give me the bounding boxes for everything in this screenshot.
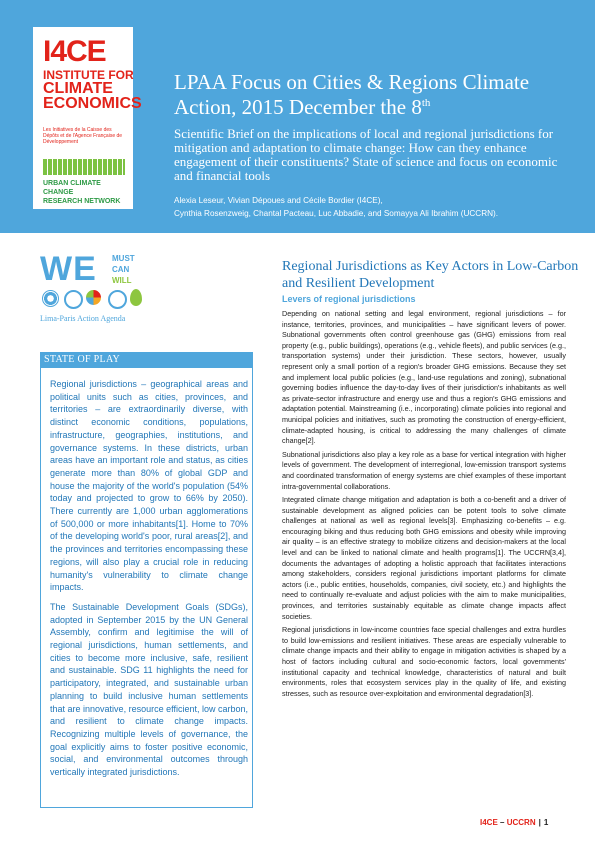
we-tagline	[112, 253, 135, 286]
i4ce-logo: I4CE	[43, 35, 106, 68]
header-banner	[0, 0, 595, 233]
institute-line3: ECONOMICS	[43, 95, 142, 112]
uccrn-line2: RESEARCH NETWORK	[43, 198, 121, 205]
section-title: Regional Jurisdictions as Key Actors in Low-Carbon and Resilient Development	[282, 259, 579, 291]
footer-dash: –	[497, 818, 507, 827]
institute-line2: CLIMATE	[43, 80, 113, 97]
body-paragraph-2: Subnational jurisdictions also play a key role as a base for vertical integration with higher levels of government. The development of interregional, low-emission transport systems and coordinated transformation of energy systems are chief examples of these important intra-governmental collaborations.	[282, 449, 566, 491]
state-of-play-text	[50, 378, 248, 786]
i4ce-uccrn-logo-panel	[33, 27, 142, 209]
authors-line1: Alexia Leseur, Vivian Dépoues and Cécile Bordier (I4CE),	[174, 196, 383, 205]
institute-line1: INSTITUTE FOR	[43, 68, 134, 82]
document-subtitle: Scientific Brief on the implications of local and regional jurisdictions for mitigation and adaptation to climate change: How can they enhance engagement of their constituents? State of science and focus on economic and financial tools	[174, 126, 558, 183]
state-of-play-paragraph-2: The Sustainable Development Goals (SDGs), adopted in September 2015 by the UN General Assembly, confirm and legitimise the will of regional jurisdictions, human settlements, and cities to become more inclusive, safe, resilient and sustainable. SDG 11 highlights the need for participatory, integrated, and sustainable urban planning to build inclusive human settlements that are innovative, resource efficient, low carbon, and resilient to climate change impacts. Recognizing multiple levels of governance, the goal explicitly aims to foster positive economic, social, and environmental outcomes through vertically integrated jurisdictions.	[50, 601, 248, 778]
page-number: 1	[543, 818, 549, 827]
lpaa-label: Lima-Paris Action Agenda	[40, 314, 126, 323]
institute-name	[43, 69, 142, 111]
body-paragraph-4: Regional jurisdictions in low-income countries face special challenges and extra hurdles to build low-emissions and resilient initiatives. These areas are especially vulnerable to climate change impacts and their ability to engage in mitigation activities is shaped by a host of factors including cultural and socio-economic factors, local governments' institutional capacity and technical knowledge, characteristics of natural and built environments, roles that ecosystem services play in the quality of life, and existing stresses, such as resource over-exploitation and environmental degradation[3].	[282, 625, 566, 698]
state-of-play-heading: STATE OF PLAY	[44, 354, 121, 365]
authors-line2: Cynthia Rosenzweig, Chantal Pacteau, Luc Abbadie, and Somayya Ali Ibrahim (UCCRN).	[174, 208, 499, 218]
we-can: CAN	[112, 265, 130, 274]
un-logo-icon	[64, 290, 83, 309]
france-logo-icon	[42, 290, 59, 307]
document-title	[174, 72, 574, 118]
title-superscript: th	[421, 97, 431, 109]
state-of-play-paragraph-1: Regional jurisdictions – geographical areas and political units such as cities, provinces, and territories – are extraordinarily diverse, with distinct economic conditions, populations, infrastructure, geographies, institutions, and governance systems. In these districts, urban areas have an important role and status, as cities generate more than 80% of global GDP and house the majority of the world's population (54% today and projected to grow to 66% by 2050). There currently are 1,000 urban agglomerations of 500,000 or more inhabitants[1]. Home to 70% of the developing world's poor, rural areas[2], and the provinces and territories encompassing these regions, will also play a crucial role in reducing humanity's vulnerability to climate change impacts.	[50, 379, 248, 593]
footer-separator: |	[538, 818, 541, 827]
uccrn-logo-text	[43, 179, 127, 206]
peru-logo-icon	[108, 290, 127, 309]
uccrn-skyline-icon	[43, 159, 125, 175]
footer-uccrn: UCCRN	[506, 818, 536, 827]
cop21-logo-icon	[86, 290, 101, 305]
uccrn-line1: URBAN CLIMATE CHANGE	[43, 180, 101, 196]
we-must: MUST	[112, 254, 135, 263]
section-subheading: Levers of regional jurisdictions	[282, 294, 416, 304]
page-footer	[480, 818, 548, 827]
main-body-text	[282, 309, 566, 702]
authors	[174, 195, 574, 220]
institute-tagline: Les Initiatives de la Caisse des Dépôts et de l'Agence Française de Développement	[43, 127, 123, 145]
title-text: LPAA Focus on Cities & Regions Climate Action, 2015 December the 8	[174, 70, 530, 119]
we-logo: WE	[40, 250, 97, 288]
footer-i4ce: I4CE	[480, 818, 498, 827]
leaf-logo-icon	[130, 289, 142, 306]
body-paragraph-3: Integrated climate change mitigation and adaptation is both a co-benefit and a driver of sustainable development as aligned policies can be potent tools to solve climate challenges at national as well as regional levels[3]. Emphasizing co-benefits – e.g. encouraging biking and thus reducing both GHG emissions and obesity while improving air quality – is an effective strategy to mobilize citizens and decision-makers at the local level and can be linked to national climate and health programs[1]. The UCCRN[3,4], documents the advantages of adopting a holistic approach that facilitates interactions among stakeholders, considers regional jurisdictions important platforms for climate actors (i.e., public entities, households, companies, civil society, etc.) and highlights the need to continually re-evaluate and adjust policies with the aim to make municipalities, provinces, and territories sustainably equitable as climate change impacts affect societies.	[282, 495, 566, 621]
we-will: WILL	[112, 276, 132, 285]
body-paragraph-1: Depending on national setting and legal environment, regional jurisdictions – for instance, territories, provinces, and municipalities – have significant levers of power. Subnational governments often control greenhouse gas (GHG) emissions from real property (e.g., public buildings), operations (e.g., vehicle fleets), and public services (e.g., transportation systems) under their jurisdiction. These sectors, however, usually represent only a small portion of a region's broader GHG emissions. Because they set and implement local public policies (e.g., land-use regulations and zoning), subnational governing bodies influence the day-to-day lives of their jurisdiction's inhabitants as well as private-sector infrastructure and energy use and thus a region's GHG emissions and adaptation potential. Mainstreaming (i.e., incorporating) climate policies into regional and municipal policies and initiatives, such as promoting the construction of energy-efficient, climate-adapted housing, is critical to addressing the many challenges of climate change[2].	[282, 309, 566, 446]
partner-logos	[42, 290, 152, 310]
state-of-play-heading-bar	[40, 352, 253, 368]
